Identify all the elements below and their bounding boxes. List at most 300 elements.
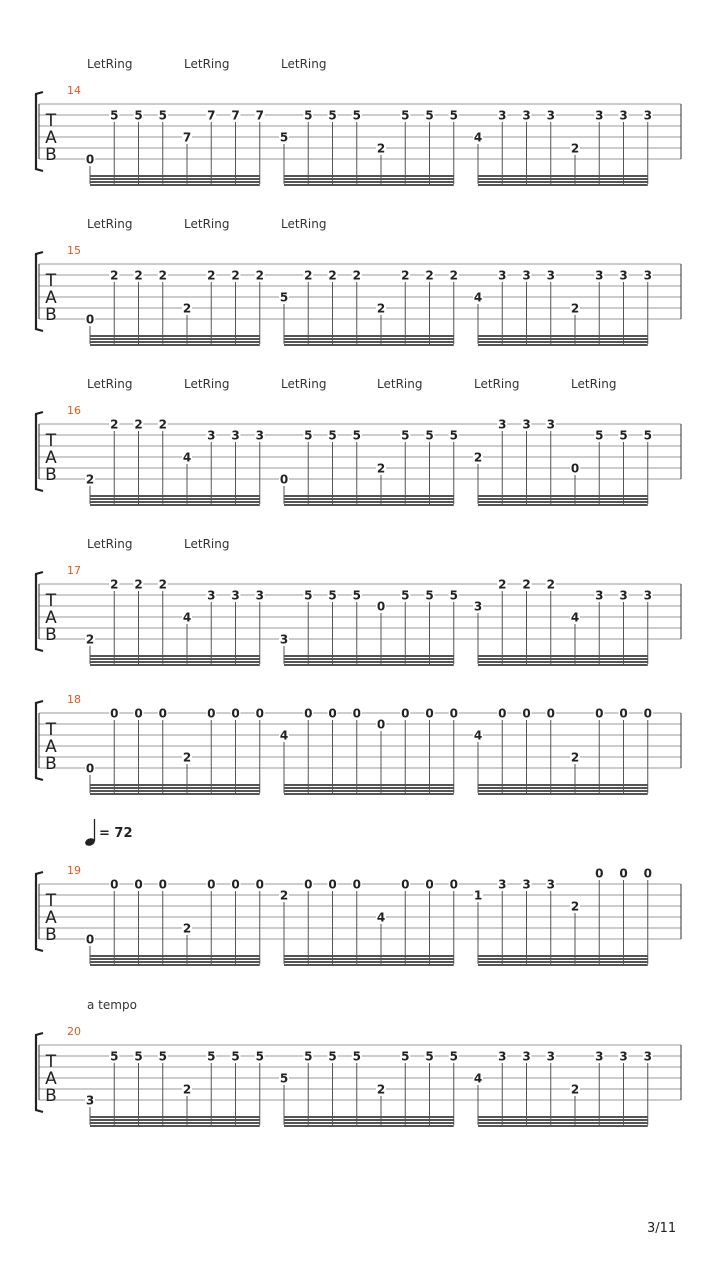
fret-number: 2 (376, 461, 386, 476)
beam (478, 1122, 648, 1124)
beam (90, 178, 260, 180)
fret-number: 2 (110, 268, 119, 283)
tab-clef-letter: B (45, 1086, 57, 1106)
fret-number: 2 (110, 577, 119, 592)
beam (284, 661, 454, 663)
beam (284, 958, 454, 960)
fret-number: 2 (182, 301, 192, 316)
let-ring-marking: LetRing (87, 537, 133, 551)
a-tempo-marking: a tempo (87, 998, 137, 1012)
fret-number: 2 (328, 268, 337, 283)
tab-clef-letter: A (45, 608, 57, 628)
fret-number: 3 (522, 268, 531, 283)
tab-clef-letter: A (45, 1069, 57, 1089)
fret-number: 5 (425, 588, 434, 603)
fret-number: 3 (619, 588, 628, 603)
beam (90, 661, 260, 663)
fret-number: 3 (498, 268, 507, 283)
fret-number: 2 (376, 141, 386, 156)
let-ring-marking: LetRing (377, 377, 423, 391)
fret-number: 0 (352, 877, 361, 892)
fret-number: 0 (304, 877, 313, 892)
fret-number: 2 (182, 750, 192, 765)
fret-number: 3 (643, 588, 652, 603)
beam (284, 504, 454, 506)
fret-number: 0 (595, 706, 604, 721)
tab-clef-letter: T (45, 891, 57, 911)
tab-clef-letter: B (45, 145, 57, 165)
fret-number: 4 (570, 610, 580, 625)
tab-system (36, 377, 681, 506)
beam (284, 793, 454, 795)
fret-number: 5 (595, 428, 604, 443)
fret-number: 2 (207, 268, 216, 283)
beam (90, 495, 260, 497)
fret-number: 5 (328, 108, 337, 123)
beam (90, 181, 260, 183)
fret-number: 2 (570, 1082, 580, 1097)
beam (90, 664, 260, 666)
fret-number: 5 (110, 108, 119, 123)
beam (284, 181, 454, 183)
fret-number: 5 (158, 1049, 167, 1064)
fret-number: 0 (619, 706, 628, 721)
fret-number: 5 (401, 108, 410, 123)
fret-number: 2 (182, 1082, 192, 1097)
beam (284, 175, 454, 177)
beam (478, 787, 648, 789)
fret-number: 3 (619, 108, 628, 123)
beam (478, 344, 648, 346)
beam (284, 658, 454, 660)
beam (284, 498, 454, 500)
fret-number: 0 (255, 706, 264, 721)
tab-clef-letter: T (45, 1052, 57, 1072)
let-ring-marking: LetRing (184, 57, 230, 71)
beam (478, 498, 648, 500)
let-ring-marking: LetRing (87, 217, 133, 231)
fret-number: 0 (546, 706, 555, 721)
fret-number: 0 (498, 706, 507, 721)
fret-number: 2 (570, 301, 580, 316)
fret-number: 5 (304, 1049, 313, 1064)
beam (90, 504, 260, 506)
let-ring-marking: LetRing (184, 377, 230, 391)
tab-clef-letter: B (45, 465, 57, 485)
beam (478, 1116, 648, 1118)
fret-number: 2 (570, 141, 580, 156)
tab-clef-letter: T (45, 111, 57, 131)
fret-number: 2 (134, 577, 143, 592)
beam (478, 793, 648, 795)
fret-number: 0 (207, 877, 216, 892)
fret-number: 5 (401, 1049, 410, 1064)
beam (284, 961, 454, 963)
beam (284, 338, 454, 340)
fret-number: 7 (255, 108, 264, 123)
measure-number: 19 (67, 864, 81, 877)
beam (90, 658, 260, 660)
beam (478, 955, 648, 957)
fret-number: 1 (473, 888, 483, 903)
beam (90, 344, 260, 346)
fret-number: 3 (546, 877, 555, 892)
fret-number: 0 (158, 877, 167, 892)
let-ring-marking: LetRing (184, 537, 230, 551)
beam (284, 787, 454, 789)
tab-system (36, 819, 681, 966)
fret-number: 0 (449, 877, 458, 892)
fret-number: 0 (304, 706, 313, 721)
fret-number: 2 (498, 577, 507, 592)
measure-number: 17 (67, 564, 81, 577)
beam (90, 498, 260, 500)
let-ring-marking: LetRing (474, 377, 520, 391)
fret-number: 5 (304, 588, 313, 603)
tab-clef-letter: B (45, 305, 57, 325)
fret-number: 2 (134, 268, 143, 283)
beam (90, 793, 260, 795)
beam (478, 655, 648, 657)
beam (90, 501, 260, 503)
fret-number: 3 (498, 108, 507, 123)
beam (478, 790, 648, 792)
fret-number: 3 (255, 428, 264, 443)
fret-number: 3 (619, 1049, 628, 1064)
fret-number: 3 (643, 108, 652, 123)
fret-number: 3 (231, 588, 240, 603)
beam (284, 784, 454, 786)
fret-number: 2 (522, 577, 531, 592)
tab-system (36, 217, 681, 346)
tab-system (36, 998, 681, 1127)
beam (90, 1116, 260, 1118)
fret-number: 0 (425, 706, 434, 721)
fret-number: 5 (231, 1049, 240, 1064)
fret-number: 0 (207, 706, 216, 721)
fret-number: 5 (352, 588, 361, 603)
fret-number: 4 (182, 450, 192, 465)
fret-number: 3 (522, 417, 531, 432)
fret-number: 2 (158, 268, 167, 283)
fret-number: 7 (182, 130, 192, 145)
fret-number: 5 (110, 1049, 119, 1064)
fret-number: 2 (570, 899, 580, 914)
beam (478, 495, 648, 497)
fret-number: 0 (352, 706, 361, 721)
fret-number: 0 (619, 866, 628, 881)
tab-system (36, 537, 681, 666)
fret-number: 5 (328, 588, 337, 603)
fret-number: 0 (376, 717, 386, 732)
beam (284, 955, 454, 957)
fret-number: 5 (643, 428, 652, 443)
fret-number: 0 (85, 312, 95, 327)
fret-number: 5 (425, 1049, 434, 1064)
beam (478, 961, 648, 963)
fret-number: 5 (425, 428, 434, 443)
fret-number: 0 (110, 877, 119, 892)
fret-number: 2 (279, 888, 289, 903)
tab-clef-letter: A (45, 448, 57, 468)
beam (90, 184, 260, 186)
beam (478, 658, 648, 660)
fret-number: 5 (328, 428, 337, 443)
fret-number: 2 (570, 750, 580, 765)
beam (90, 790, 260, 792)
beam (478, 1125, 648, 1127)
fret-number: 3 (522, 1049, 531, 1064)
beam (284, 1116, 454, 1118)
fret-number: 3 (546, 1049, 555, 1064)
beam (478, 178, 648, 180)
fret-number: 0 (134, 877, 143, 892)
fret-number: 3 (619, 268, 628, 283)
fret-number: 2 (401, 268, 410, 283)
fret-number: 0 (231, 706, 240, 721)
fret-number: 3 (643, 1049, 652, 1064)
fret-number: 2 (473, 450, 483, 465)
tab-clef-letter: A (45, 737, 57, 757)
fret-number: 3 (473, 599, 483, 614)
fret-number: 2 (546, 577, 555, 592)
fret-number: 5 (401, 428, 410, 443)
beam (90, 1119, 260, 1121)
beam (90, 964, 260, 966)
beam (90, 784, 260, 786)
beam (90, 961, 260, 963)
beam (284, 964, 454, 966)
beam (284, 495, 454, 497)
fret-number: 2 (85, 632, 95, 647)
beam (284, 1119, 454, 1121)
beam (284, 184, 454, 186)
beam (478, 661, 648, 663)
beam (284, 341, 454, 343)
fret-number: 0 (85, 932, 95, 947)
beam (90, 175, 260, 177)
fret-number: 5 (425, 108, 434, 123)
beam (284, 1122, 454, 1124)
tab-clef-letter: B (45, 925, 57, 945)
fret-number: 0 (401, 706, 410, 721)
beam (284, 344, 454, 346)
measure-number: 16 (67, 404, 81, 417)
fret-number: 3 (546, 268, 555, 283)
fret-number: 0 (231, 877, 240, 892)
tab-clef-letter: T (45, 271, 57, 291)
fret-number: 4 (376, 910, 386, 925)
fret-number: 2 (158, 417, 167, 432)
fret-number: 0 (449, 706, 458, 721)
fret-number: 4 (473, 728, 483, 743)
fret-number: 0 (279, 472, 289, 487)
fret-number: 2 (376, 1082, 386, 1097)
fret-number: 5 (304, 428, 313, 443)
fret-number: 5 (134, 108, 143, 123)
tab-clef-letter: A (45, 128, 57, 148)
fret-number: 2 (376, 301, 386, 316)
tab-clef-letter: T (45, 720, 57, 740)
fret-number: 0 (85, 761, 95, 776)
beam (90, 655, 260, 657)
fret-number: 4 (182, 610, 192, 625)
fret-number: 3 (595, 268, 604, 283)
fret-number: 2 (231, 268, 240, 283)
fret-number: 0 (85, 152, 95, 167)
fret-number: 3 (207, 428, 216, 443)
fret-number: 3 (498, 1049, 507, 1064)
fret-number: 3 (498, 877, 507, 892)
fret-number: 5 (304, 108, 313, 123)
beam (90, 335, 260, 337)
fret-number: 2 (425, 268, 434, 283)
fret-number: 5 (255, 1049, 264, 1064)
fret-number: 5 (207, 1049, 216, 1064)
fret-number: 2 (304, 268, 313, 283)
fret-number: 0 (376, 599, 386, 614)
fret-number: 3 (595, 108, 604, 123)
fret-number: 5 (352, 1049, 361, 1064)
fret-number: 5 (449, 428, 458, 443)
fret-number: 0 (643, 706, 652, 721)
fret-number: 5 (352, 108, 361, 123)
fret-number: 5 (279, 290, 289, 305)
let-ring-marking: LetRing (281, 57, 327, 71)
fret-number: 4 (473, 1071, 483, 1086)
fret-number: 3 (85, 1093, 95, 1108)
measure-number: 15 (67, 244, 81, 257)
fret-number: 0 (522, 706, 531, 721)
beam (284, 664, 454, 666)
beam (478, 784, 648, 786)
fret-number: 5 (619, 428, 628, 443)
tab-clef-letter: T (45, 431, 57, 451)
tab-clef-letter: B (45, 754, 57, 774)
fret-number: 5 (279, 130, 289, 145)
beam (90, 1125, 260, 1127)
measure-number: 20 (67, 1025, 81, 1038)
beam (478, 504, 648, 506)
fret-number: 5 (328, 1049, 337, 1064)
tab-system (36, 693, 681, 795)
fret-number: 2 (85, 472, 95, 487)
measure-number: 14 (67, 84, 81, 97)
beam (284, 1125, 454, 1127)
beam (478, 341, 648, 343)
beam (90, 958, 260, 960)
beam (284, 790, 454, 792)
tempo-marking: = 72 (99, 826, 133, 841)
let-ring-marking: LetRing (281, 217, 327, 231)
fret-number: 3 (522, 877, 531, 892)
fret-number: 4 (473, 290, 483, 305)
fret-number: 5 (449, 1049, 458, 1064)
beam (478, 175, 648, 177)
fret-number: 5 (449, 108, 458, 123)
beam (284, 501, 454, 503)
fret-number: 4 (473, 130, 483, 145)
beam (478, 964, 648, 966)
fret-number: 3 (643, 268, 652, 283)
tab-system (36, 57, 681, 186)
beam (90, 341, 260, 343)
beam (90, 338, 260, 340)
fret-number: 5 (134, 1049, 143, 1064)
beam (478, 664, 648, 666)
beam (478, 501, 648, 503)
fret-number: 0 (158, 706, 167, 721)
fret-number: 3 (522, 108, 531, 123)
fret-number: 5 (158, 108, 167, 123)
fret-number: 0 (328, 877, 337, 892)
let-ring-marking: LetRing (571, 377, 617, 391)
fret-number: 3 (595, 588, 604, 603)
fret-number: 0 (425, 877, 434, 892)
beam (478, 338, 648, 340)
fret-number: 3 (279, 632, 289, 647)
fret-number: 2 (110, 417, 119, 432)
tab-clef-letter: B (45, 625, 57, 645)
let-ring-marking: LetRing (281, 377, 327, 391)
beam (478, 335, 648, 337)
fret-number: 2 (158, 577, 167, 592)
fret-number: 0 (110, 706, 119, 721)
fret-number: 3 (595, 1049, 604, 1064)
fret-number: 7 (207, 108, 216, 123)
tab-clef-letter: A (45, 288, 57, 308)
beam (478, 958, 648, 960)
fret-number: 0 (134, 706, 143, 721)
fret-number: 2 (352, 268, 361, 283)
let-ring-marking: LetRing (87, 377, 133, 391)
fret-number: 3 (498, 417, 507, 432)
beam (90, 955, 260, 957)
fret-number: 0 (401, 877, 410, 892)
tab-clef-letter: T (45, 591, 57, 611)
beam (284, 178, 454, 180)
fret-number: 2 (182, 921, 192, 936)
fret-number: 0 (643, 866, 652, 881)
fret-number: 5 (401, 588, 410, 603)
fret-number: 4 (279, 728, 289, 743)
fret-number: 0 (595, 866, 604, 881)
measure-number: 18 (67, 693, 81, 706)
fret-number: 5 (449, 588, 458, 603)
fret-number: 0 (328, 706, 337, 721)
fret-number: 5 (279, 1071, 289, 1086)
fret-number: 7 (231, 108, 240, 123)
page-number: 3/11 (647, 1221, 677, 1236)
fret-number: 3 (255, 588, 264, 603)
fret-number: 0 (570, 461, 580, 476)
fret-number: 2 (255, 268, 264, 283)
beam (478, 1119, 648, 1121)
beam (478, 184, 648, 186)
fret-number: 3 (546, 108, 555, 123)
fret-number: 2 (134, 417, 143, 432)
beam (90, 1122, 260, 1124)
beam (284, 335, 454, 337)
beam (90, 787, 260, 789)
fret-number: 3 (207, 588, 216, 603)
fret-number: 0 (255, 877, 264, 892)
tab-clef-letter: A (45, 908, 57, 928)
beam (284, 655, 454, 657)
let-ring-marking: LetRing (184, 217, 230, 231)
fret-number: 3 (546, 417, 555, 432)
let-ring-marking: LetRing (87, 57, 133, 71)
